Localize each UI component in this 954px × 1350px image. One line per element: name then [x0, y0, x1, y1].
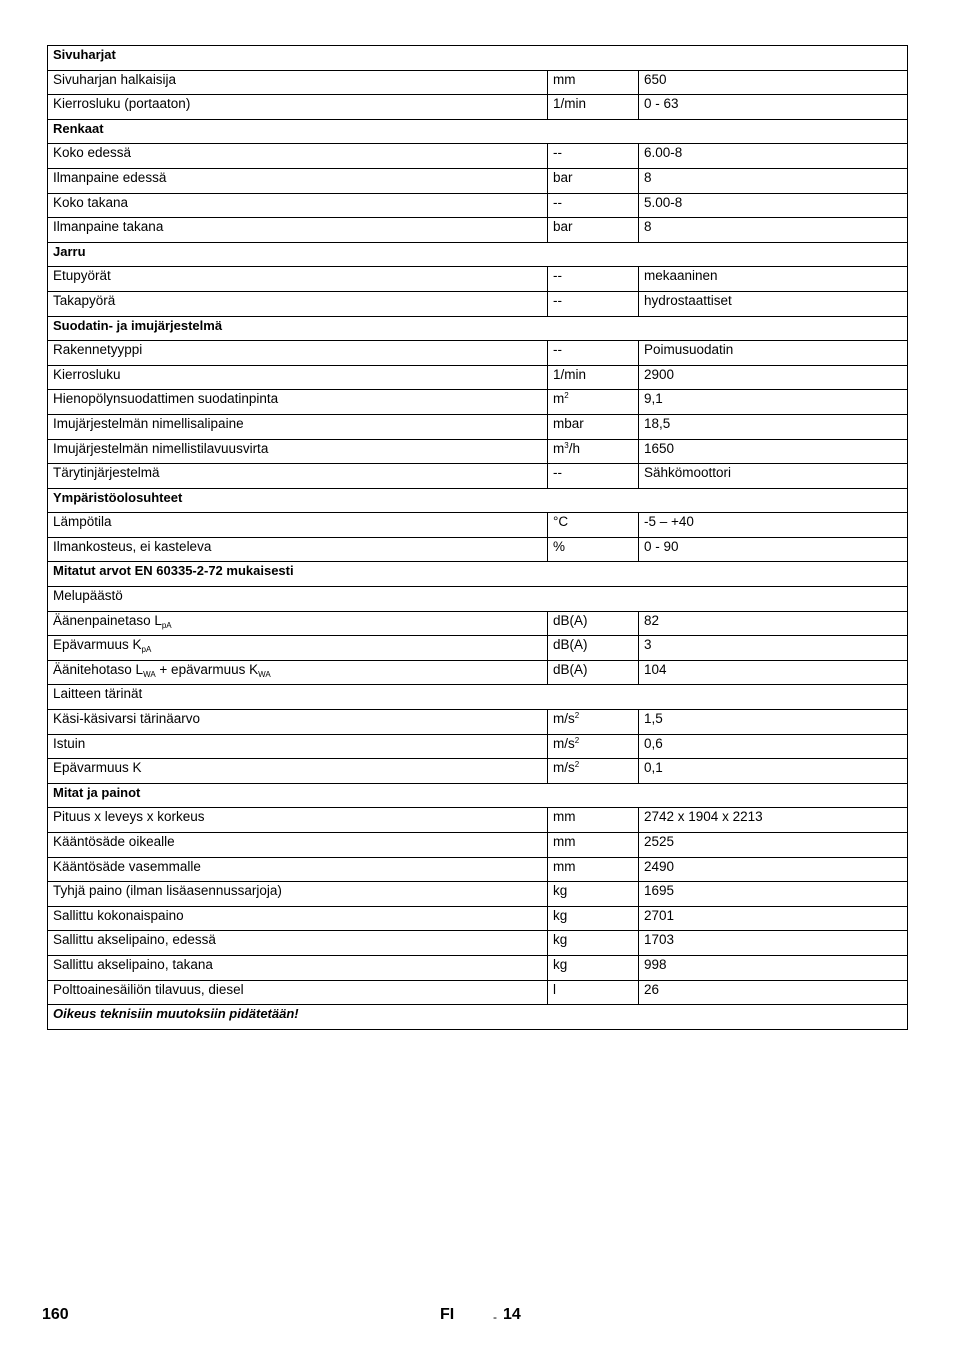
- section-title: Mitatut arvot EN 60335-2-72 mukaisesti: [48, 562, 908, 587]
- spec-label: Tyhjä paino (ilman lisäasennussarjoja): [48, 882, 548, 907]
- spec-unit: --: [548, 464, 639, 489]
- spec-unit: $m/s^2$: [548, 734, 639, 759]
- spec-row: [48, 95, 908, 120]
- spec-label: Rakennetyyppi: [48, 341, 548, 366]
- spec-unit: $m/s^2$: [548, 710, 639, 735]
- spec-unit: kg: [548, 931, 639, 956]
- spec-label: Ilmanpaine takana: [48, 218, 548, 243]
- section-title: Sivuharjat: [48, 46, 908, 71]
- spec-value: 9,1: [639, 390, 908, 415]
- spec-label: Äänenpainetaso $L_{pA}$: [48, 611, 548, 636]
- note-row: [48, 1005, 908, 1030]
- section-title: Mitat ja painot: [48, 783, 908, 808]
- spec-value: 3: [639, 636, 908, 661]
- spec-value: 5.00-8: [639, 193, 908, 218]
- spec-unit: mm: [548, 857, 639, 882]
- spec-value: 2490: [639, 857, 908, 882]
- spec-label: Sallittu akselipaino, takana: [48, 955, 548, 980]
- spec-unit: kg: [548, 955, 639, 980]
- spec-unit: $m/s^2$: [548, 759, 639, 784]
- spec-label: Sallittu akselipaino, edessä: [48, 931, 548, 956]
- spec-value: 26: [639, 980, 908, 1005]
- spec-row: [48, 833, 908, 858]
- spec-value: 0,6: [639, 734, 908, 759]
- spec-value: Sähkömoottori: [639, 464, 908, 489]
- spec-label: Tärytinjärjestelmä: [48, 464, 548, 489]
- section-header-row: [48, 46, 908, 71]
- spec-unit: dB(A): [548, 636, 639, 661]
- spec-label: Takapyörä: [48, 291, 548, 316]
- spec-value: 650: [639, 70, 908, 95]
- spec-label: Kääntösäde vasemmalle: [48, 857, 548, 882]
- spec-row: [48, 193, 908, 218]
- spec-row: [48, 611, 908, 636]
- spec-unit: --: [548, 291, 639, 316]
- section-title: Ympäristöolosuhteet: [48, 488, 908, 513]
- spec-unit: °C: [548, 513, 639, 538]
- spec-unit: $m^2$: [548, 390, 639, 415]
- spec-unit: %: [548, 537, 639, 562]
- spec-row: [48, 710, 908, 735]
- spec-value: 998: [639, 955, 908, 980]
- section-header-row: [48, 119, 908, 144]
- spec-label: Äänitehotaso $L_{WA}$ + epävarmuus $K_{WA}$: [48, 660, 548, 685]
- spec-unit: mm: [548, 833, 639, 858]
- spec-unit: mm: [548, 70, 639, 95]
- section-header-row: [48, 488, 908, 513]
- technical-changes-note: Oikeus teknisiin muutoksiin pidätetään!: [48, 1005, 908, 1030]
- spec-unit: 1/min: [548, 95, 639, 120]
- subsection-row: [48, 587, 908, 612]
- spec-unit: dB(A): [548, 660, 639, 685]
- section-title: Jarru: [48, 242, 908, 267]
- local-page-number: 14: [503, 1306, 521, 1323]
- spec-row: [48, 70, 908, 95]
- spec-label: Koko edessä: [48, 144, 548, 169]
- spec-value: mekaaninen: [639, 267, 908, 292]
- spec-value: 0 - 63: [639, 95, 908, 120]
- spec-label: Epävarmuus K: [48, 759, 548, 784]
- spec-row: [48, 734, 908, 759]
- spec-row: [48, 464, 908, 489]
- spec-value: 1,5: [639, 710, 908, 735]
- language-code: FI: [440, 1306, 455, 1323]
- spec-row: [48, 365, 908, 390]
- spec-row: [48, 341, 908, 366]
- spec-row: [48, 168, 908, 193]
- spec-label: Imujärjestelmän nimellistilavuusvirta: [48, 439, 548, 464]
- spec-row: [48, 218, 908, 243]
- section-header-row: [48, 242, 908, 267]
- spec-unit: mm: [548, 808, 639, 833]
- spec-value: hydrostaattiset: [639, 291, 908, 316]
- spec-label: Sivuharjan halkaisija: [48, 70, 548, 95]
- page-dash: -: [493, 1310, 497, 1324]
- spec-value: 2701: [639, 906, 908, 931]
- spec-unit: --: [548, 267, 639, 292]
- technical-data-table: [47, 45, 908, 1030]
- spec-label: Istuin: [48, 734, 548, 759]
- spec-row: [48, 660, 908, 685]
- spec-label: Sallittu kokonaispaino: [48, 906, 548, 931]
- spec-value: 1650: [639, 439, 908, 464]
- page-number: 160: [42, 1306, 69, 1323]
- spec-row: [48, 906, 908, 931]
- spec-unit: kg: [548, 882, 639, 907]
- spec-row: [48, 980, 908, 1005]
- subsection-row: [48, 685, 908, 710]
- spec-row: [48, 882, 908, 907]
- spec-value: 104: [639, 660, 908, 685]
- section-title: Suodatin- ja imujärjestelmä: [48, 316, 908, 341]
- spec-label: Lämpötila: [48, 513, 548, 538]
- spec-unit: --: [548, 341, 639, 366]
- spec-label: Hienopölynsuodattimen suodatinpinta: [48, 390, 548, 415]
- spec-label: Ilmankosteus, ei kasteleva: [48, 537, 548, 562]
- spec-value: 8: [639, 168, 908, 193]
- spec-row: [48, 931, 908, 956]
- spec-row: [48, 857, 908, 882]
- spec-row: [48, 537, 908, 562]
- spec-label: Epävarmuus $K_{pA}$: [48, 636, 548, 661]
- spec-unit: dB(A): [548, 611, 639, 636]
- spec-row: [48, 291, 908, 316]
- subsection-title: Laitteen tärinät: [48, 685, 908, 710]
- section-header-row: [48, 316, 908, 341]
- spec-row: [48, 808, 908, 833]
- spec-label: Imujärjestelmän nimellisalipaine: [48, 414, 548, 439]
- spec-unit: mbar: [548, 414, 639, 439]
- spec-value: 2900: [639, 365, 908, 390]
- spec-row: [48, 955, 908, 980]
- spec-unit: l: [548, 980, 639, 1005]
- spec-row: [48, 439, 908, 464]
- section-title: Renkaat: [48, 119, 908, 144]
- spec-value: -5 – +40: [639, 513, 908, 538]
- spec-row: [48, 144, 908, 169]
- spec-value: 1703: [639, 931, 908, 956]
- spec-label: Polttoainesäiliön tilavuus, diesel: [48, 980, 548, 1005]
- section-header-row: [48, 783, 908, 808]
- spec-unit: --: [548, 193, 639, 218]
- spec-value: Poimusuodatin: [639, 341, 908, 366]
- spec-value: 6.00-8: [639, 144, 908, 169]
- spec-label: Kierrosluku (portaaton): [48, 95, 548, 120]
- spec-value: 2525: [639, 833, 908, 858]
- spec-unit: $m^3/h$: [548, 439, 639, 464]
- subsection-title: Melupäästö: [48, 587, 908, 612]
- spec-label: Pituus x leveys x korkeus: [48, 808, 548, 833]
- spec-row: [48, 267, 908, 292]
- spec-value: 2742 x 1904 x 2213: [639, 808, 908, 833]
- section-header-row: [48, 562, 908, 587]
- spec-row: [48, 513, 908, 538]
- spec-unit: bar: [548, 168, 639, 193]
- spec-value: 82: [639, 611, 908, 636]
- spec-row: [48, 390, 908, 415]
- spec-row: [48, 414, 908, 439]
- spec-label: Kierrosluku: [48, 365, 548, 390]
- spec-label: Koko takana: [48, 193, 548, 218]
- spec-unit: --: [548, 144, 639, 169]
- spec-row: [48, 636, 908, 661]
- spec-label: Ilmanpaine edessä: [48, 168, 548, 193]
- spec-label: Etupyörät: [48, 267, 548, 292]
- spec-unit: 1/min: [548, 365, 639, 390]
- spec-value: 8: [639, 218, 908, 243]
- spec-value: 1695: [639, 882, 908, 907]
- spec-value: 0,1: [639, 759, 908, 784]
- spec-value: 0 - 90: [639, 537, 908, 562]
- spec-unit: kg: [548, 906, 639, 931]
- spec-value: 18,5: [639, 414, 908, 439]
- spec-label: Kääntösäde oikealle: [48, 833, 548, 858]
- spec-row: [48, 759, 908, 784]
- spec-unit: bar: [548, 218, 639, 243]
- spec-label: Käsi-käsivarsi tärinäarvo: [48, 710, 548, 735]
